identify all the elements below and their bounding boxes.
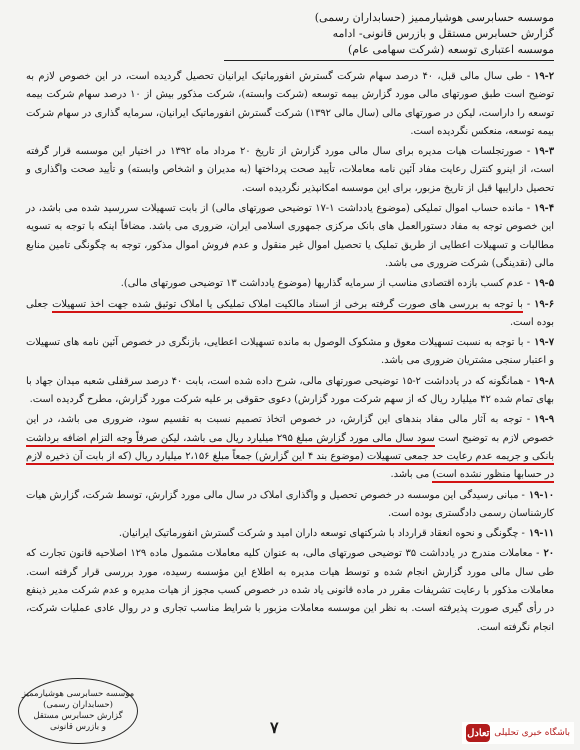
paragraph-text: مانده حساب اموال تملیکی (موضوع یادداشت ۱-۱۷ توضیحی صورتهای مالی) از بابت تسهیلات سررسید شده می باشد، در این خصوص توجه به مفاد دستورالعمل های بانک مرکزی جمهوری اسلامی ایران، ضروری می باشد. مضافاً اینکه با توجه به تسویه مطالبات و تسهیلات اعطایی از طریق تملیک یا تحصیل اموال غیر منقول و عدم فروش اموال مذکور، توجه به چگونگی تامین منابع مالی (نقدینگی) شرکت ضروری می باشد. — [26, 203, 554, 269]
report-paragraph: ۱۹-۳- صورتجلسات هیات مدیره برای سال مالی مورد گزارش از تاریخ ۲۰ مرداد ماه ۱۳۹۲ در اختیار این موسسه قرار گرفته است، از اینرو کنترل رعایت مفاد آئین نامه معاملات، تأیید صحت پرداختها (به مدیران و اشخاص وابسته) و تأیید صحت واگذاری و تحصیل داراییها قبل از تاریخ مزبور، برای این موسسه امکانپذیر نگردیده است. — [26, 146, 554, 194]
paragraph-text: عدم کسب بازده اقتصادی مناسب از سرمایه گذاریها (موضوع یادداشت ۱۳ توضیحی صورتهای مالی). — [120, 278, 524, 290]
paragraph-number: ۱۹-۲ — [534, 71, 554, 82]
company-name: موسسه اعتباری توسعه (شرکت سهامی عام) — [347, 43, 554, 56]
watermark-logo: تعادل — [466, 724, 490, 742]
news-watermark — [462, 722, 574, 744]
report-title: گزارش حسابرس مستقل و بازرس قانونی- ادامه — [332, 27, 554, 40]
seal-line: موسسه حسابرسی هوشیارممیز — [21, 689, 135, 699]
paragraph-text-end: جعلی بوده است. — [26, 298, 554, 328]
paragraph-text: صورتجلسات هیات مدیره برای سال مالی مورد گزارش از تاریخ ۲۰ مرداد ماه ۱۳۹۲ در اختیار این موسسه قرار گرفته است، از اینرو کنترل رعایت مفاد آئین نامه معاملات، تأیید صحت پرداختها (به مدیران و اشخاص وابسته) و تأیید صحت واگذاری و تحصیل داراییها قبل از تاریخ مزبور، برای این موسسه امکانپذیر نگردیده است. — [26, 146, 554, 194]
paragraph-text: چگونگی و نحوه انعقاد قرارداد با شرکتهای توسعه داران امید و شرکت گسترش انفورماتیک ایرانیان. — [118, 528, 519, 540]
paragraph-number: ۲۰ — [543, 548, 554, 560]
highlighted-text: سود سال مالی مورد گزارش مبلغ ۲۹۵ میلیارد ریال می باشد، لیکن صرفاً وجه التزام اضافه برداشت بانکی و جریمه عدم رعایت حد جمعی تسهیلات (موضوع بند ۴ این گزارش) جمعاً مبلغ ۲،۱۵۶ میلیارد ریال (که از بابت آن ذخیره لازم در حسابها منظور نشده است) — [26, 433, 554, 484]
paragraph-number: ۱۹-۵ — [534, 278, 554, 290]
paragraph-number: ۱۹-۱۰ — [528, 489, 554, 501]
report-paragraph: ۲۰- معاملات مندرج در یادداشت ۳۵ توضیحی صورتهای مالی، به عنوان کلیه معاملات مشمول ماده ۱۲۹ اصلاحیه قانون تجارت که طی سال مالی مورد گزارش انجام شده و توسط هیات مدیره به اطلاع این مؤسسه رسیده، مورد بررسی قرار گرفته است. معاملات مذکور با رعایت تشریفات مقرر در ماده قانونی یاد شده در خصوص کسب مجوز از هیات مدیره و عدم شرکت مدیر ذینفع در رأی گیری صورت پذیرفته است. به نظر این موسسه معاملات مزبور با شرایط مناسب تجاری و در روال عادی عملیات شرکت، انجام نگرفته است. — [26, 548, 554, 633]
paragraph-text: توجه به آثار مالی مفاد بندهای این گزارش، در خصوص اتخاذ تصمیم نسبت به تقسیم سود، ضروری می باشد، در این خصوص لازم به توضیح است — [26, 414, 554, 444]
report-paragraph: ۱۹-۱۱- چگونگی و نحوه انعقاد قرارداد با شرکتهای توسعه داران امید و شرکت گسترش انفورماتیک ایرانیان. — [118, 528, 554, 540]
paragraph-text: با توجه به نسبت تسهیلات معوق و مشکوک الوصول به مانده تسهیلات اعطایی، بازنگری در خصوص آئین نامه های تسهیلات و اعتبار سنجی مشتریان ضروری می باشد. — [26, 337, 554, 367]
paragraph-number: ۱۹-۳ — [534, 146, 554, 158]
page-number: ۷ — [270, 718, 279, 737]
highlighted-text: با توجه به بررسی های صورت گرفته برخی از اسناد مالکیت املاک تملیکی یا املاک توثیق شده جهت اخذ تسهیلات — [52, 299, 523, 313]
seal-line: (حسابداران رسمی) — [43, 700, 113, 710]
report-body — [26, 68, 554, 639]
report-paragraph: ۱۹-۴- مانده حساب اموال تملیکی (موضوع یادداشت ۱-۱۷ توضیحی صورتهای مالی) از بابت تسهیلات سررسید شده می باشد، در این خصوص توجه به مفاد دستورالعمل های بانک مرکزی جمهوری اسلامی ایران، ضروری می باشد. مضافاً اینکه با توجه به تسویه مطالبات و تسهیلات اعطایی از طریق تملیک یا تحصیل اموال غیر منقول و عدم فروش اموال مذکور، توجه به چگونگی تامین منابع مالی (نقدینگی) شرکت ضروری می باشد. — [26, 203, 554, 269]
report-paragraph: ۱۹-۱۰- مبانی رسیدگی این موسسه در خصوص تحصیل و واگذاری املاک در سال مالی مورد گزارش، توسط شرکت، گزارش هیات کارشناسان رسمی دادگستری بوده است. — [26, 489, 554, 519]
report-paragraph: ۱۹-۶- با توجه به بررسی های صورت گرفته برخی از اسناد مالکیت املاک تملیکی یا املاک توثیق شده جهت اخذ تسهیلات جعلی بوده است. — [26, 298, 554, 328]
paragraph-number: ۱۹-۹ — [534, 414, 554, 426]
seal-line: گزارش حسابرس مستقل — [33, 711, 123, 721]
header-divider — [224, 60, 554, 61]
firm-name: موسسه حسابرسی هوشیارممیز (حسابداران رسمی) — [314, 11, 554, 24]
report-paragraph: ۱۹-۹- توجه به آثار مالی مفاد بندهای این گزارش، در خصوص اتخاذ تصمیم نسبت به تقسیم سود، ضروری می باشد، در این خصوص لازم به توضیح است سود سال مالی مورد گزارش مبلغ ۲۹۵ میلیارد ریال می باشد، لیکن صرفاً وجه التزام اضافه برداشت بانکی و جریمه عدم رعایت حد جمعی تسهیلات (موضوع بند ۴ این گزارش) جمعاً مبلغ ۲،۱۵۶ میلیارد ریال (که از بابت آن ذخیره لازم در حسابها منظور نشده است) می باشد. — [26, 411, 554, 484]
report-paragraph: ۱۹-۲- طی سال مالی قبل، ۴۰ درصد سهام شرکت گسترش انفورماتیک ایرانیان تحصیل گردیده است، در این خصوص لازم به توضیح است طبق صورتهای مالی مورد گزارش بیمه توسعه (شرکت وابسته)، شرکت مذکور بیش از ۱۰ درصد سهام شرکت بیمه توسعه را داراست، لیکن در صورتهای مالی (سال مالی ۱۳۹۲) شرکت گسترش انفورماتیک ایرانیان، سرمایه گذاری در سهام شرکت بیمه توسعه، منعکس نگردیده است. — [26, 71, 554, 137]
report-header — [224, 10, 554, 58]
paragraph-text-end: می باشد. — [390, 469, 433, 481]
paragraph-text: همانگونه که در یادداشت ۲-۱۵ توضیحی صورتهای مالی، شرح داده شده است، بابت ۴۰ درصد سرقفلی شعبه میدان جهاد با بهای تمام شده ۴۲ میلیارد ریال که از سهم شرکت مورد گزارش) دعوی حقوقی بر علیه شرکت مورد گزارش، مطرح گردیده است. — [26, 375, 554, 406]
report-paragraph: ۱۹-۷- با توجه به نسبت تسهیلات معوق و مشکوک الوصول به مانده تسهیلات اعطایی، بازنگری در خصوص آئین نامه های تسهیلات و اعتبار سنجی مشتریان ضروری می باشد. — [26, 337, 554, 367]
report-paragraph: ۱۹-۵- عدم کسب بازده اقتصادی مناسب از سرمایه گذاریها (موضوع یادداشت ۱۳ توضیحی صورتهای مالی). — [120, 278, 554, 290]
seal-line: و بازرس قانونی — [50, 722, 106, 732]
paragraph-text: مبانی رسیدگی این موسسه در خصوص تحصیل و واگذاری املاک در سال مالی مورد گزارش، توسط شرکت، گزارش هیات کارشناسان رسمی دادگستری بوده است. — [26, 489, 554, 519]
paragraph-text: معاملات مندرج در یادداشت ۳۵ توضیحی صورتهای مالی، به عنوان کلیه معاملات مشمول ماده ۱۲۹ اصلاحیه قانون تجارت که طی سال مالی مورد گزارش انجام شده و توسط هیات مدیره به اطلاع این مؤسسه رسیده، مورد بررسی قرار گرفته است. معاملات مذکور با رعایت تشریفات مقرر در ماده قانونی یاد شده در خصوص کسب مجوز از هیات مدیره و عدم شرکت مدیر ذینفع در رأی گیری صورت پذیرفته است. به نظر این موسسه معاملات مزبور با شرایط مناسب تجاری و در روال عادی عملیات شرکت، انجام نگرفته است. — [26, 548, 554, 633]
paragraph-number: ۱۹-۴ — [534, 203, 554, 215]
watermark-text: باشگاه خبری تحلیلی — [494, 728, 570, 738]
paragraph-text: طی سال مالی قبل، ۴۰ درصد سهام شرکت گسترش انفورماتیک ایرانیان تحصیل گردیده است، در این خصوص لازم به توضیح است طبق صورتهای مالی مورد گزارش بیمه توسعه (شرکت وابسته)، شرکت مذکور بیش از ۱۰ درصد سهام شرکت بیمه توسعه را داراست، لیکن در صورتهای مالی (سال مالی ۱۳۹۲) شرکت گسترش انفورماتیک ایرانیان، سرمایه گذاری در سهام شرکت بیمه توسعه، منعکس نگردیده است. — [26, 71, 554, 137]
report-paragraph: ۱۹-۸- همانگونه که در یادداشت ۲-۱۵ توضیحی صورتهای مالی، شرح داده شده است، بابت ۴۰ درصد سرقفلی شعبه میدان جهاد با بهای تمام شده ۴۲ میلیارد ریال که از سهم شرکت مورد گزارش) دعوی حقوقی بر علیه شرکت مورد گزارش، مطرح گردیده است. — [26, 375, 554, 406]
paragraph-number: ۱۹-۶ — [534, 298, 554, 310]
paragraph-number: ۱۹-۷ — [534, 337, 554, 349]
paragraph-number: ۱۹-۱۱ — [528, 528, 554, 540]
auditor-seal — [18, 678, 138, 744]
paragraph-number: ۱۹-۸ — [534, 375, 554, 387]
